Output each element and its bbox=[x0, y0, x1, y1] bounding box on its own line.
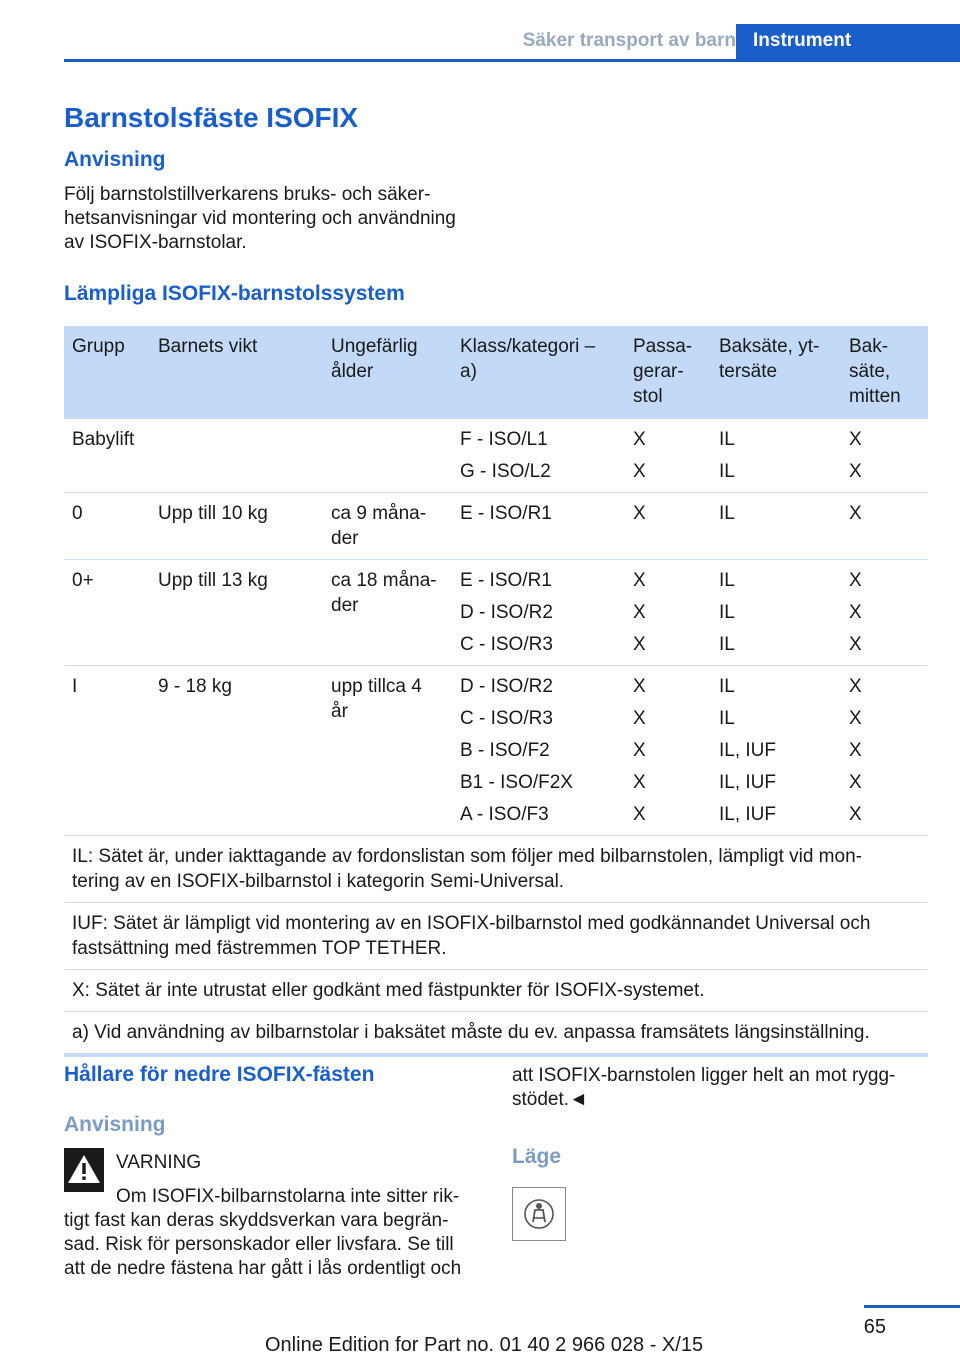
isofix-seat-icon bbox=[512, 1187, 566, 1241]
page-number: 65 bbox=[863, 1316, 886, 1338]
header-rear-middle: Bak‐ säte, mitten bbox=[841, 326, 928, 419]
header-rule bbox=[64, 59, 960, 62]
header-rear-outer: Baksäte, yt‐ tersäte bbox=[711, 326, 841, 419]
chapter-tab: Instrument bbox=[736, 24, 960, 62]
cell-weight: 9 - 18 kg bbox=[150, 666, 323, 836]
header-weight: Barnets vikt bbox=[150, 326, 323, 419]
cell-class: D - ISO/R2 C - ISO/R3 B - ISO/F2 B1 - ISO/F2X A - ISO/F3 bbox=[452, 666, 625, 836]
header-group: Grupp bbox=[64, 326, 150, 419]
warning-line-1: Om ISOFIX-bilbarnstolarna inte sitter rik‐ bbox=[116, 1186, 460, 1207]
page-title: Barnstolsfäste ISOFIX bbox=[64, 102, 359, 133]
note-line: hetsanvisningar vid montering och användning bbox=[64, 208, 456, 229]
systems-heading: Lämpliga ISOFIX-barnstolssystem bbox=[64, 282, 405, 305]
table-row bbox=[64, 419, 928, 493]
cell-rear-outer: IL IL IL, IUF IL, IUF IL, IUF bbox=[711, 666, 841, 836]
warning-triangle-icon bbox=[64, 1148, 104, 1192]
section-breadcrumb: Säker transport av barn bbox=[522, 30, 736, 51]
holders-note-heading: Anvisning bbox=[64, 1113, 166, 1136]
footer-rule bbox=[864, 1305, 960, 1308]
note-iuf: IUF: Sätet är lämpligt vid montering av en ISOFIX-bilbarnstol med godkännandet Universal och fastsättning med fästremmen TOP TETHER. bbox=[64, 903, 928, 970]
warning-continued bbox=[512, 1064, 895, 1112]
table-note-row bbox=[64, 836, 928, 903]
note-a: a) Vid användning av bilbarnstolar i baksätet måste du ev. anpassa framsätets längsinställning. bbox=[64, 1012, 928, 1056]
cell-rear-outer: IL IL IL bbox=[711, 560, 841, 666]
table-row bbox=[64, 493, 928, 560]
cell-age: ca 9 måna‐ der bbox=[323, 493, 452, 560]
page-header bbox=[64, 24, 960, 62]
isofix-table bbox=[64, 326, 928, 1057]
cell-weight: Upp till 10 kg bbox=[150, 493, 323, 560]
cell-class: E - ISO/R1 D - ISO/R2 C - ISO/R3 bbox=[452, 560, 625, 666]
cell-weight bbox=[150, 419, 323, 493]
warning-line: tigt fast kan deras skyddsverkan vara begrän‐ bbox=[64, 1210, 449, 1231]
note-line: Följ barnstolstillverkarens bruks- och säker‐ bbox=[64, 184, 431, 205]
table-row bbox=[64, 666, 928, 836]
cell-passenger: X X X X X bbox=[625, 666, 711, 836]
note-text bbox=[64, 183, 456, 255]
cell-passenger: X X bbox=[625, 419, 711, 493]
table-note-row bbox=[64, 970, 928, 1012]
note-line: av ISOFIX-barnstolar. bbox=[64, 232, 247, 253]
table-note-row bbox=[64, 1012, 928, 1056]
holders-heading: Hållare för nedre ISOFIX-fästen bbox=[64, 1063, 375, 1086]
header-class: Klass/kategori – a) bbox=[452, 326, 625, 419]
warning-line: stödet.◄ bbox=[512, 1089, 588, 1110]
note-heading: Anvisning bbox=[64, 148, 166, 171]
cell-class: E - ISO/R1 bbox=[452, 493, 625, 560]
cell-rear-outer: IL bbox=[711, 493, 841, 560]
cell-passenger: X bbox=[625, 493, 711, 560]
cell-group: 0 bbox=[64, 493, 150, 560]
table-row bbox=[64, 560, 928, 666]
warning-text bbox=[64, 1209, 484, 1281]
cell-weight: Upp till 13 kg bbox=[150, 560, 323, 666]
cell-group: Babylift bbox=[64, 419, 150, 493]
warning-line: att ISOFIX-barnstolen ligger helt an mot rygg‐ bbox=[512, 1065, 896, 1086]
cell-age: upp tillca 4 år bbox=[323, 666, 452, 836]
table-header-row bbox=[64, 326, 928, 419]
cell-rear-middle: X bbox=[841, 493, 928, 560]
cell-group: 0+ bbox=[64, 560, 150, 666]
cell-passenger: X X X bbox=[625, 560, 711, 666]
cell-rear-middle: X X bbox=[841, 419, 928, 493]
position-heading: Läge bbox=[512, 1145, 562, 1168]
warning-line: sad. Risk för personskador eller livsfara. Se till bbox=[64, 1234, 454, 1255]
header-age: Ungefärlig ålder bbox=[323, 326, 452, 419]
cell-rear-middle: X X X X X bbox=[841, 666, 928, 836]
table-note-row bbox=[64, 903, 928, 970]
cell-rear-middle: X X X bbox=[841, 560, 928, 666]
footer-edition: Online Edition for Part no. 01 40 2 966 028 - X/15 bbox=[265, 1334, 704, 1356]
header-passenger: Passa‐ gerar‐ stol bbox=[625, 326, 711, 419]
note-x: X: Sätet är inte utrustat eller godkänt med fästpunkter för ISOFIX-systemet. bbox=[64, 970, 928, 1012]
warning-label: VARNING bbox=[116, 1152, 202, 1173]
cell-class: F - ISO/L1 G - ISO/L2 bbox=[452, 419, 625, 493]
note-il: IL: Sätet är, under iakttagande av fordonslistan som följer med bilbarnstolen, lämpligt vid mon‐ tering av en ISOFIX-bilbarnstol i kategorin Semi-Universal. bbox=[64, 836, 928, 903]
warning-line: att de nedre fästena har gått i lås ordentligt och bbox=[64, 1258, 462, 1279]
cell-rear-outer: IL IL bbox=[711, 419, 841, 493]
cell-age bbox=[323, 419, 452, 493]
cell-group: I bbox=[64, 666, 150, 836]
cell-age: ca 18 måna‐ der bbox=[323, 560, 452, 666]
